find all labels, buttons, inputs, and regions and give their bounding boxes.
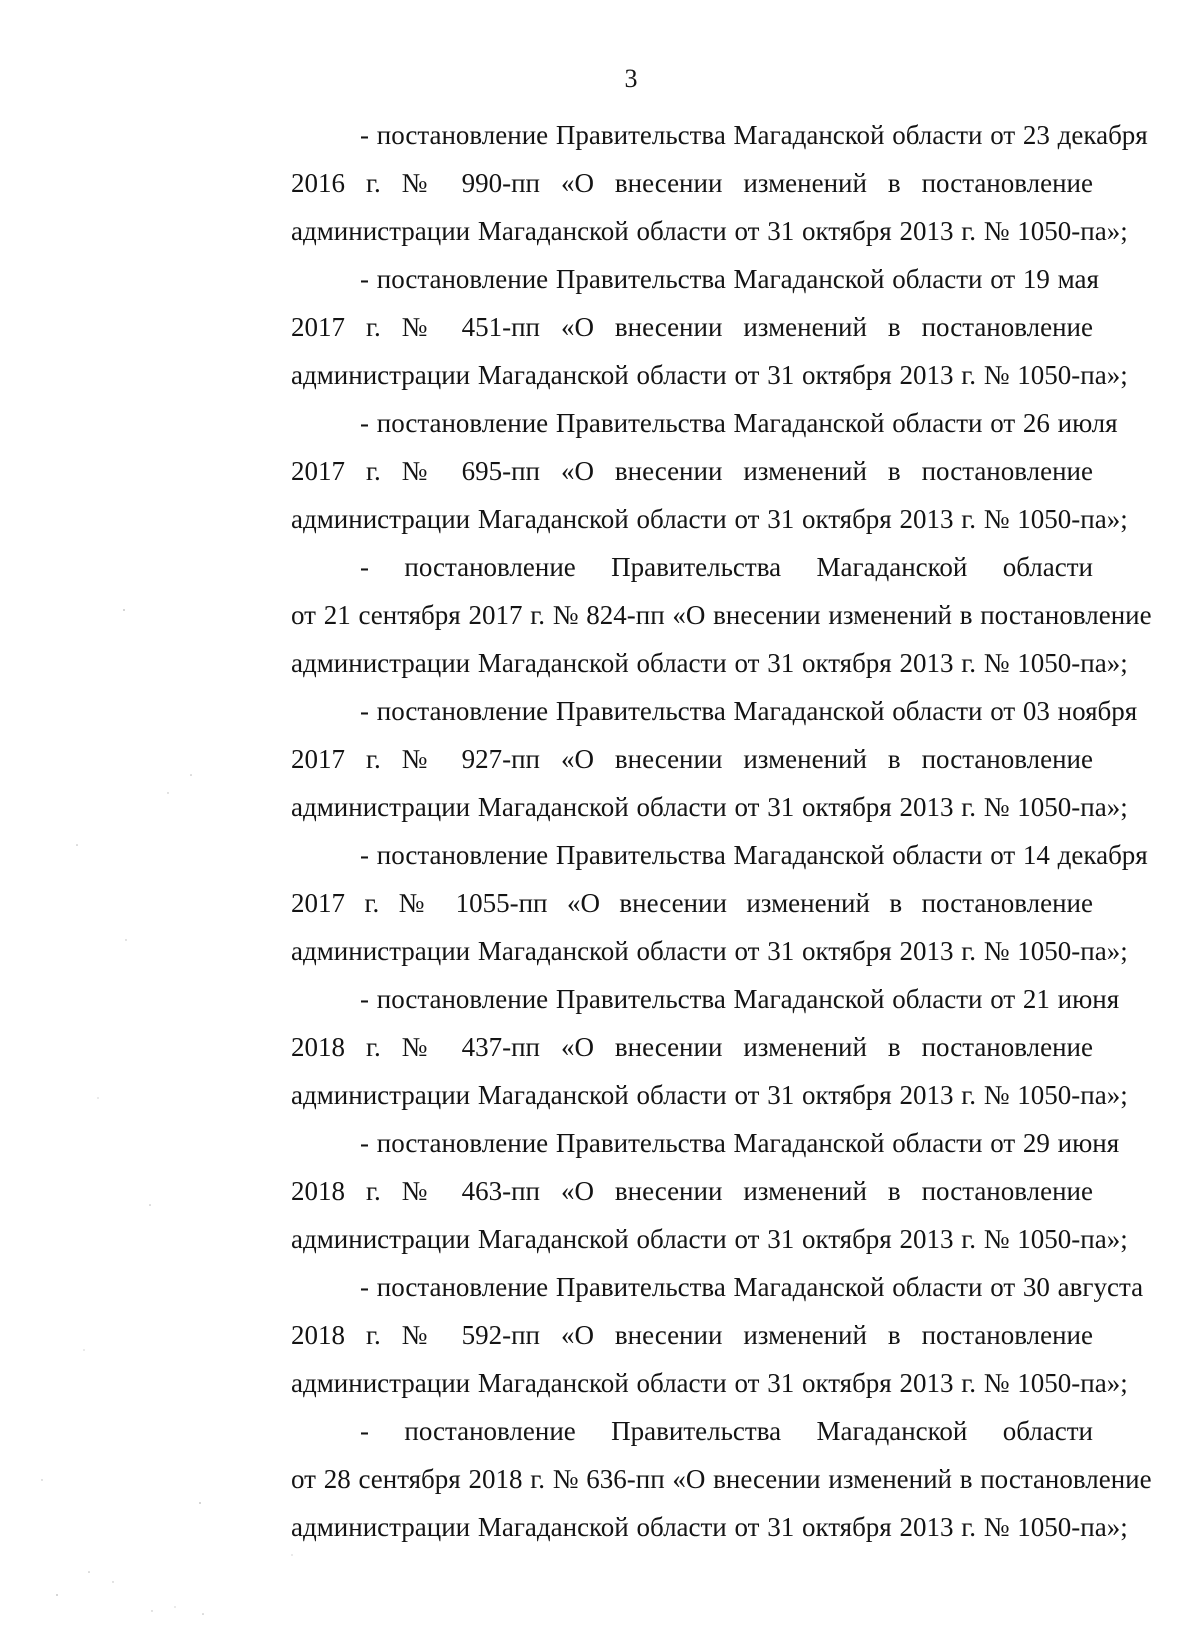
list-item xyxy=(222,1263,1144,1407)
paragraph-line: 2018 г. № 592-пп «О внесении изменений в постановление xyxy=(291,1320,1093,1350)
paragraph-line: - постановление Правительства Магаданской области от 29 июня xyxy=(360,1128,1120,1158)
paragraph-line: администрации Магаданской области от 31 октября 2013 г. № 1050-па»; xyxy=(291,648,1128,678)
list-item xyxy=(222,975,1128,1119)
paragraph-line: администрации Магаданской области от 31 октября 2013 г. № 1050-па»; xyxy=(291,504,1128,534)
paragraph-line: 2017 г. № 927-пп «О внесении изменений в постановление xyxy=(291,744,1093,774)
paragraph-line: 2017 г. № 451-пп «О внесении изменений в постановление xyxy=(291,312,1093,342)
list-item xyxy=(222,399,1128,543)
paragraph-line: администрации Магаданской области от 31 октября 2013 г. № 1050-па»; xyxy=(291,936,1128,966)
paragraph-line: администрации Магаданской области от 31 октября 2013 г. № 1050-па»; xyxy=(291,1080,1128,1110)
document-body xyxy=(222,111,1152,1551)
paragraph-line: - постановление Правительства Магаданской области xyxy=(360,552,1093,582)
paragraph-line: - постановление Правительства Магаданской области от 26 июля xyxy=(360,408,1118,438)
list-item xyxy=(222,687,1138,831)
paragraph-line: 2017 г. № 695-пп «О внесении изменений в постановление xyxy=(291,456,1093,486)
paragraph-line: от 21 сентября 2017 г. № 824-пп «О внесении изменений в постановление xyxy=(291,600,1152,630)
paragraph-line: администрации Магаданской области от 31 октября 2013 г. № 1050-па»; xyxy=(291,1512,1128,1542)
paragraph-line: 2016 г. № 990-пп «О внесении изменений в постановление xyxy=(291,168,1093,198)
paragraph-line: администрации Магаданской области от 31 октября 2013 г. № 1050-па»; xyxy=(291,216,1128,246)
paragraph-line: - постановление Правительства Магаданской области от 14 декабря xyxy=(360,840,1148,870)
paragraph-line: 2017 г. № 1055-пп «О внесении изменений в постановление xyxy=(291,888,1093,918)
paragraph-line: от 28 сентября 2018 г. № 636-пп «О внесении изменений в постановление xyxy=(291,1464,1152,1494)
list-item xyxy=(222,255,1128,399)
paragraph-line: - постановление Правительства Магаданской области xyxy=(360,1416,1093,1446)
paragraph-line: 2018 г. № 463-пп «О внесении изменений в постановление xyxy=(291,1176,1093,1206)
list-item xyxy=(222,831,1148,975)
paragraph-line: 2018 г. № 437-пп «О внесении изменений в постановление xyxy=(291,1032,1093,1062)
paragraph-line: администрации Магаданской области от 31 октября 2013 г. № 1050-па»; xyxy=(291,792,1128,822)
paragraph-line: - постановление Правительства Магаданской области от 19 мая xyxy=(360,264,1099,294)
list-item xyxy=(222,543,1152,687)
paragraph-line: администрации Магаданской области от 31 октября 2013 г. № 1050-па»; xyxy=(291,1224,1128,1254)
page-number: 3 xyxy=(624,64,638,93)
paragraph-line: - постановление Правительства Магаданской области от 21 июня xyxy=(360,984,1120,1014)
paragraph-line: - постановление Правительства Магаданской области от 03 ноября xyxy=(360,696,1138,726)
list-item xyxy=(222,1119,1128,1263)
paragraph-line: - постановление Правительства Магаданской области от 23 декабря xyxy=(360,120,1148,150)
list-item xyxy=(222,111,1148,255)
paragraph-line: администрации Магаданской области от 31 октября 2013 г. № 1050-па»; xyxy=(291,360,1128,390)
paragraph-line: администрации Магаданской области от 31 октября 2013 г. № 1050-па»; xyxy=(291,1368,1128,1398)
paragraph-line: - постановление Правительства Магаданской области от 30 августа xyxy=(360,1272,1144,1302)
list-item xyxy=(222,1407,1152,1551)
